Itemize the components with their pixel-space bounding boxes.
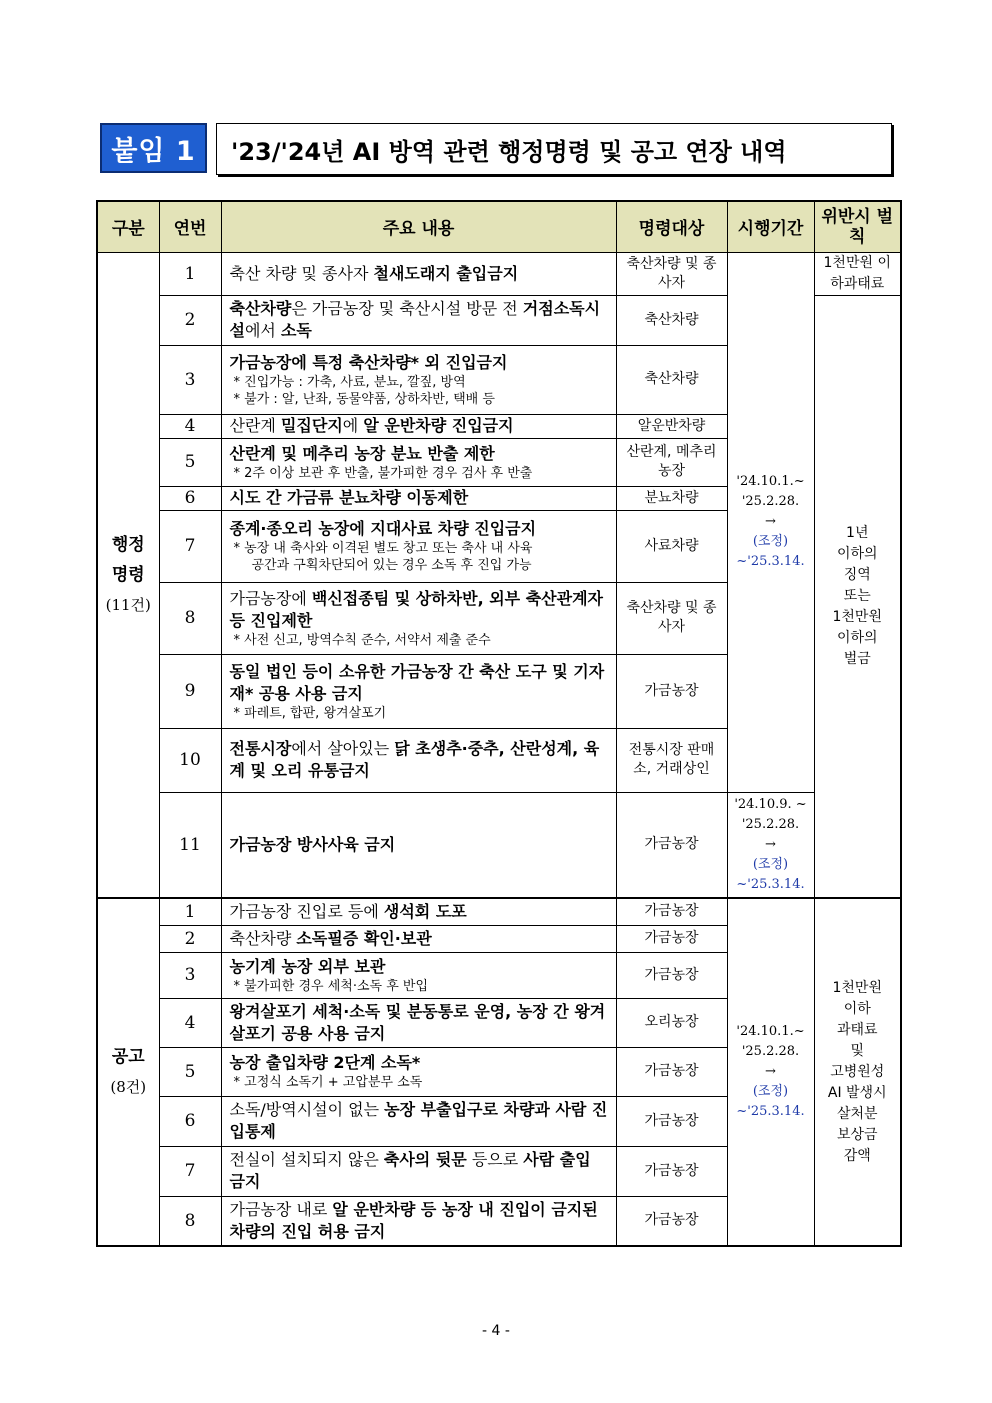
- row-number: 11: [159, 792, 221, 898]
- period-line: '25.2.28.: [741, 494, 800, 509]
- content-cell: [221, 952, 616, 998]
- content-note: * 불가피한 경우 세척·소독 후 반입: [233, 978, 429, 994]
- content-text: [230, 263, 612, 285]
- content-cell: [221, 345, 616, 414]
- period-cell: [727, 252, 814, 792]
- period-line: '25.2.28.: [741, 1044, 800, 1059]
- target-cell: 오리농장: [616, 998, 727, 1047]
- content-note: * 사전 신고, 방역수칙 준수, 서약서 제출 준수: [233, 632, 491, 648]
- content-plain: 가금농장에: [229, 588, 312, 608]
- target-cell: 가금농장: [616, 952, 727, 998]
- period-line: →: [765, 514, 776, 529]
- row-number: 8: [159, 1196, 221, 1246]
- attachment-badge: 붙임 1: [100, 123, 207, 173]
- content-emphasis: 왕겨살포기 세척·소독 및 분동통로 운영, 농장 간 왕겨살포기 공용 사용 금지: [229, 1001, 606, 1043]
- period-line: →: [765, 836, 776, 852]
- content-cell: [221, 510, 616, 582]
- category-cell: [97, 898, 159, 1246]
- content-emphasis: 밀집단지: [280, 416, 343, 435]
- category-label: 행정명령: [111, 534, 145, 585]
- content-note: * 농장 내 축사와 이격된 별도 창고 또는 축사 내 사육: [233, 541, 533, 556]
- content-cell: [221, 998, 616, 1047]
- content-emphasis: 농장 출입차량 2단계 소독*: [229, 1053, 421, 1072]
- penalty-line: 1년: [846, 524, 869, 541]
- row-number: 6: [159, 486, 221, 510]
- penalty-line: 이하: [843, 1000, 871, 1017]
- content-plain: 등으로: [466, 1150, 524, 1169]
- penalty-line: 1천만원 이하과태료: [823, 254, 891, 292]
- content-emphasis: 소독: [280, 321, 312, 340]
- content-plain: 축산 차량 및 종사자: [229, 263, 374, 283]
- content-text: [230, 1149, 612, 1193]
- target-cell: 가금농장: [616, 654, 727, 728]
- content-cell: [221, 1196, 616, 1246]
- row-number: 7: [159, 510, 221, 582]
- content-cell: [221, 898, 616, 925]
- row-number: 3: [159, 345, 221, 414]
- content-text: [230, 518, 612, 540]
- category-count: (11건): [105, 595, 151, 614]
- content-text: [230, 1099, 612, 1143]
- penalty-line: 벌금: [843, 650, 871, 667]
- table-row: [97, 252, 901, 295]
- penalty-cell: [814, 252, 901, 295]
- content-emphasis: 동일 법인 등이 소유한 가금농장 간 축산 도구 및 기자재* 공용 사용 금지: [229, 661, 605, 703]
- content-emphasis: 시도 간 가금류 분뇨차량 이동제한: [229, 488, 469, 507]
- content-cell: [221, 728, 616, 792]
- category-count: (8건): [110, 1078, 147, 1096]
- content-cell: [221, 1047, 616, 1096]
- col-header-target: 명령대상: [616, 201, 727, 252]
- period-adjusted: ~'25.3.14.: [736, 876, 805, 892]
- row-number: 2: [159, 925, 221, 952]
- row-number: 2: [159, 295, 221, 345]
- content-plain: 축산차량: [229, 928, 297, 948]
- table-row: [97, 898, 901, 925]
- table-header-row: [97, 201, 901, 252]
- period-line: →: [765, 1064, 776, 1079]
- content-text: [230, 443, 612, 465]
- penalty-line: 보상금: [836, 1126, 878, 1143]
- penalty-line: 및: [850, 1042, 865, 1059]
- period-adjusted: (조정): [752, 856, 789, 872]
- document-header: [100, 123, 892, 175]
- row-number: 6: [159, 1096, 221, 1146]
- target-cell: 축산차량: [616, 295, 727, 345]
- period-adjusted: (조정): [752, 1084, 789, 1099]
- content-plain: 에서 살아있는: [291, 739, 395, 758]
- content-text: [230, 738, 612, 782]
- content-cell: [221, 414, 616, 438]
- penalty-line: 1천만원: [832, 979, 882, 996]
- penalty-line: 과태료: [836, 1021, 878, 1038]
- target-cell: 축산차량 및 종사자: [616, 582, 727, 654]
- content-note: 공간과 구획차단되어 있는 경우 소독 후 진입 가능: [251, 558, 532, 573]
- content-emphasis: 가금농장에 특정 축산차량* 외 진입금지: [229, 352, 508, 372]
- content-text: [230, 1052, 612, 1074]
- col-header-penalty: 위반시 벌칙: [814, 201, 901, 252]
- row-number: 8: [159, 582, 221, 654]
- penalty-line: 살처분: [836, 1105, 878, 1122]
- content-emphasis: 축산차량: [229, 299, 292, 318]
- content-note: * 불가 : 알, 난좌, 동물약품, 상하차반, 택배 등: [233, 391, 495, 407]
- content-cell: [221, 654, 616, 728]
- target-cell: 가금농장: [616, 925, 727, 952]
- penalty-cell: [814, 295, 901, 898]
- target-cell: 가금농장: [616, 898, 727, 925]
- content-emphasis: 축사의 뒷문: [383, 1150, 467, 1169]
- row-number: 7: [159, 1146, 221, 1196]
- period-cell: [727, 898, 814, 1246]
- target-cell: 전통시장 판매소, 거래상인: [616, 728, 727, 792]
- target-cell: 가금농장: [616, 1096, 727, 1146]
- content-emphasis: 전통시장: [229, 739, 292, 758]
- content-emphasis: 알 운반차량 진입금지: [363, 416, 514, 435]
- content-emphasis: 가금농장 방사사육 금지: [229, 834, 396, 854]
- content-plain: 에: [342, 416, 364, 435]
- content-emphasis: 백신접종팀 및 상하차반, 외부 축산관계자 등 진입제한: [229, 588, 603, 630]
- penalty-line: AI 발생시: [827, 1084, 887, 1101]
- content-emphasis: 철새도래지 출입금지: [373, 263, 519, 283]
- col-header-period: 시행기간: [727, 201, 814, 252]
- content-text: [230, 1001, 612, 1045]
- content-emphasis: 거점소독시설: [229, 299, 601, 340]
- content-text: [230, 901, 612, 923]
- target-cell: 축산차량: [616, 345, 727, 414]
- content-plain: 가금농장 내로: [229, 1199, 333, 1219]
- row-number: 1: [159, 252, 221, 295]
- document-title: '23/'24년 AI 방역 관련 행정명령 및 공고 연장 내역: [216, 123, 892, 175]
- period-cell: [727, 792, 814, 898]
- target-cell: 가금농장: [616, 792, 727, 898]
- content-text: [230, 415, 612, 437]
- penalty-line: 이하의: [836, 545, 878, 562]
- period-line: '24.10.1.~: [736, 474, 805, 489]
- content-text: [230, 1199, 612, 1243]
- period-line: '24.10.1.~: [736, 1024, 805, 1039]
- period-adjusted: (조정): [752, 534, 789, 549]
- penalty-cell: [814, 898, 901, 1246]
- content-plain: 산란계: [229, 416, 281, 435]
- content-cell: [221, 438, 616, 486]
- row-number: 1: [159, 898, 221, 925]
- period-adjusted: ~'25.3.14.: [736, 1104, 805, 1119]
- content-text: [230, 661, 612, 705]
- col-header-content: 주요 내용: [221, 201, 616, 252]
- content-plain: 에서: [244, 321, 281, 340]
- content-emphasis: 사람 출입 금지: [229, 1150, 591, 1191]
- row-number: 10: [159, 728, 221, 792]
- content-cell: [221, 1146, 616, 1196]
- content-text: [230, 298, 612, 342]
- target-cell: 분뇨차량: [616, 486, 727, 510]
- measures-table: [96, 200, 902, 1247]
- penalty-line: 이하의: [836, 629, 878, 646]
- target-cell: 알운반차량: [616, 414, 727, 438]
- penalty-line: 감액: [843, 1147, 871, 1164]
- content-text: [230, 956, 612, 978]
- target-cell: 가금농장: [616, 1146, 727, 1196]
- content-emphasis: 농장 부출입구로 차량과 사람 진입통제: [229, 1100, 608, 1141]
- content-plain: 전실이 설치되지 않은: [229, 1150, 384, 1169]
- content-emphasis: 농기계 농장 외부 보관: [229, 956, 386, 976]
- content-text: [230, 352, 612, 374]
- content-emphasis: 알 운반차량 등 농장 내 진입이 금지된 차량의 진입 허용 금지: [229, 1199, 598, 1241]
- col-header-category: 구분: [97, 201, 159, 252]
- period-adjusted: ~'25.3.14.: [736, 554, 805, 569]
- content-emphasis: 생석회 도포: [383, 901, 467, 921]
- row-number: 4: [159, 998, 221, 1047]
- row-number: 3: [159, 952, 221, 998]
- category-cell: [97, 252, 159, 898]
- content-emphasis: 닭 초생추·중추, 산란성계, 육계 및 오리 유통금지: [229, 739, 600, 780]
- content-cell: [221, 486, 616, 510]
- content-emphasis: 종계·종오리 농장에 지대사료 차량 진입금지: [229, 519, 537, 538]
- content-cell: [221, 792, 616, 898]
- content-text: [230, 588, 612, 632]
- row-number: 5: [159, 1047, 221, 1096]
- content-plain: 은 가금농장 및 축산시설 방문 전: [291, 299, 523, 318]
- content-cell: [221, 252, 616, 295]
- content-text: [230, 834, 612, 856]
- content-cell: [221, 582, 616, 654]
- content-text: [230, 487, 612, 509]
- category-label: 공고: [111, 1047, 145, 1067]
- content-emphasis: 소독필증 확인·보관: [296, 928, 432, 948]
- content-note: * 2주 이상 보관 후 반출, 불가피한 경우 검사 후 반출: [233, 465, 533, 481]
- target-cell: 축산차량 및 종사자: [616, 252, 727, 295]
- content-note: * 파레트, 합판, 왕겨살포기: [233, 705, 387, 721]
- content-cell: [221, 295, 616, 345]
- content-cell: [221, 925, 616, 952]
- penalty-line: 징역: [843, 566, 871, 583]
- content-note: * 진입가능 : 가축, 사료, 분뇨, 깔짚, 방역: [233, 374, 466, 390]
- target-cell: 가금농장: [616, 1047, 727, 1096]
- penalty-line: 고병원성: [830, 1063, 885, 1080]
- col-header-number: 연번: [159, 201, 221, 252]
- content-text: [230, 928, 612, 950]
- table-row: [97, 792, 901, 898]
- row-number: 4: [159, 414, 221, 438]
- period-line: '25.2.28.: [741, 816, 800, 832]
- content-plain: 가금농장 진입로 등에: [229, 901, 384, 921]
- content-plain: 소독/방역시설이 없는: [229, 1100, 385, 1119]
- row-number: 5: [159, 438, 221, 486]
- period-line: '24.10.9. ~: [734, 796, 807, 812]
- target-cell: 가금농장: [616, 1196, 727, 1246]
- penalty-line: 또는: [843, 587, 871, 604]
- content-emphasis: 산란계 및 메추리 농장 분뇨 반출 제한: [229, 443, 495, 463]
- content-cell: [221, 1096, 616, 1146]
- target-cell: 산란계, 메추리 농장: [616, 438, 727, 486]
- penalty-line: 1천만원: [832, 608, 882, 625]
- row-number: 9: [159, 654, 221, 728]
- page-number: - 4 -: [482, 1323, 510, 1339]
- content-note: * 고정식 소독기 + 고압분무 소독: [233, 1075, 423, 1090]
- target-cell: 사료차량: [616, 510, 727, 582]
